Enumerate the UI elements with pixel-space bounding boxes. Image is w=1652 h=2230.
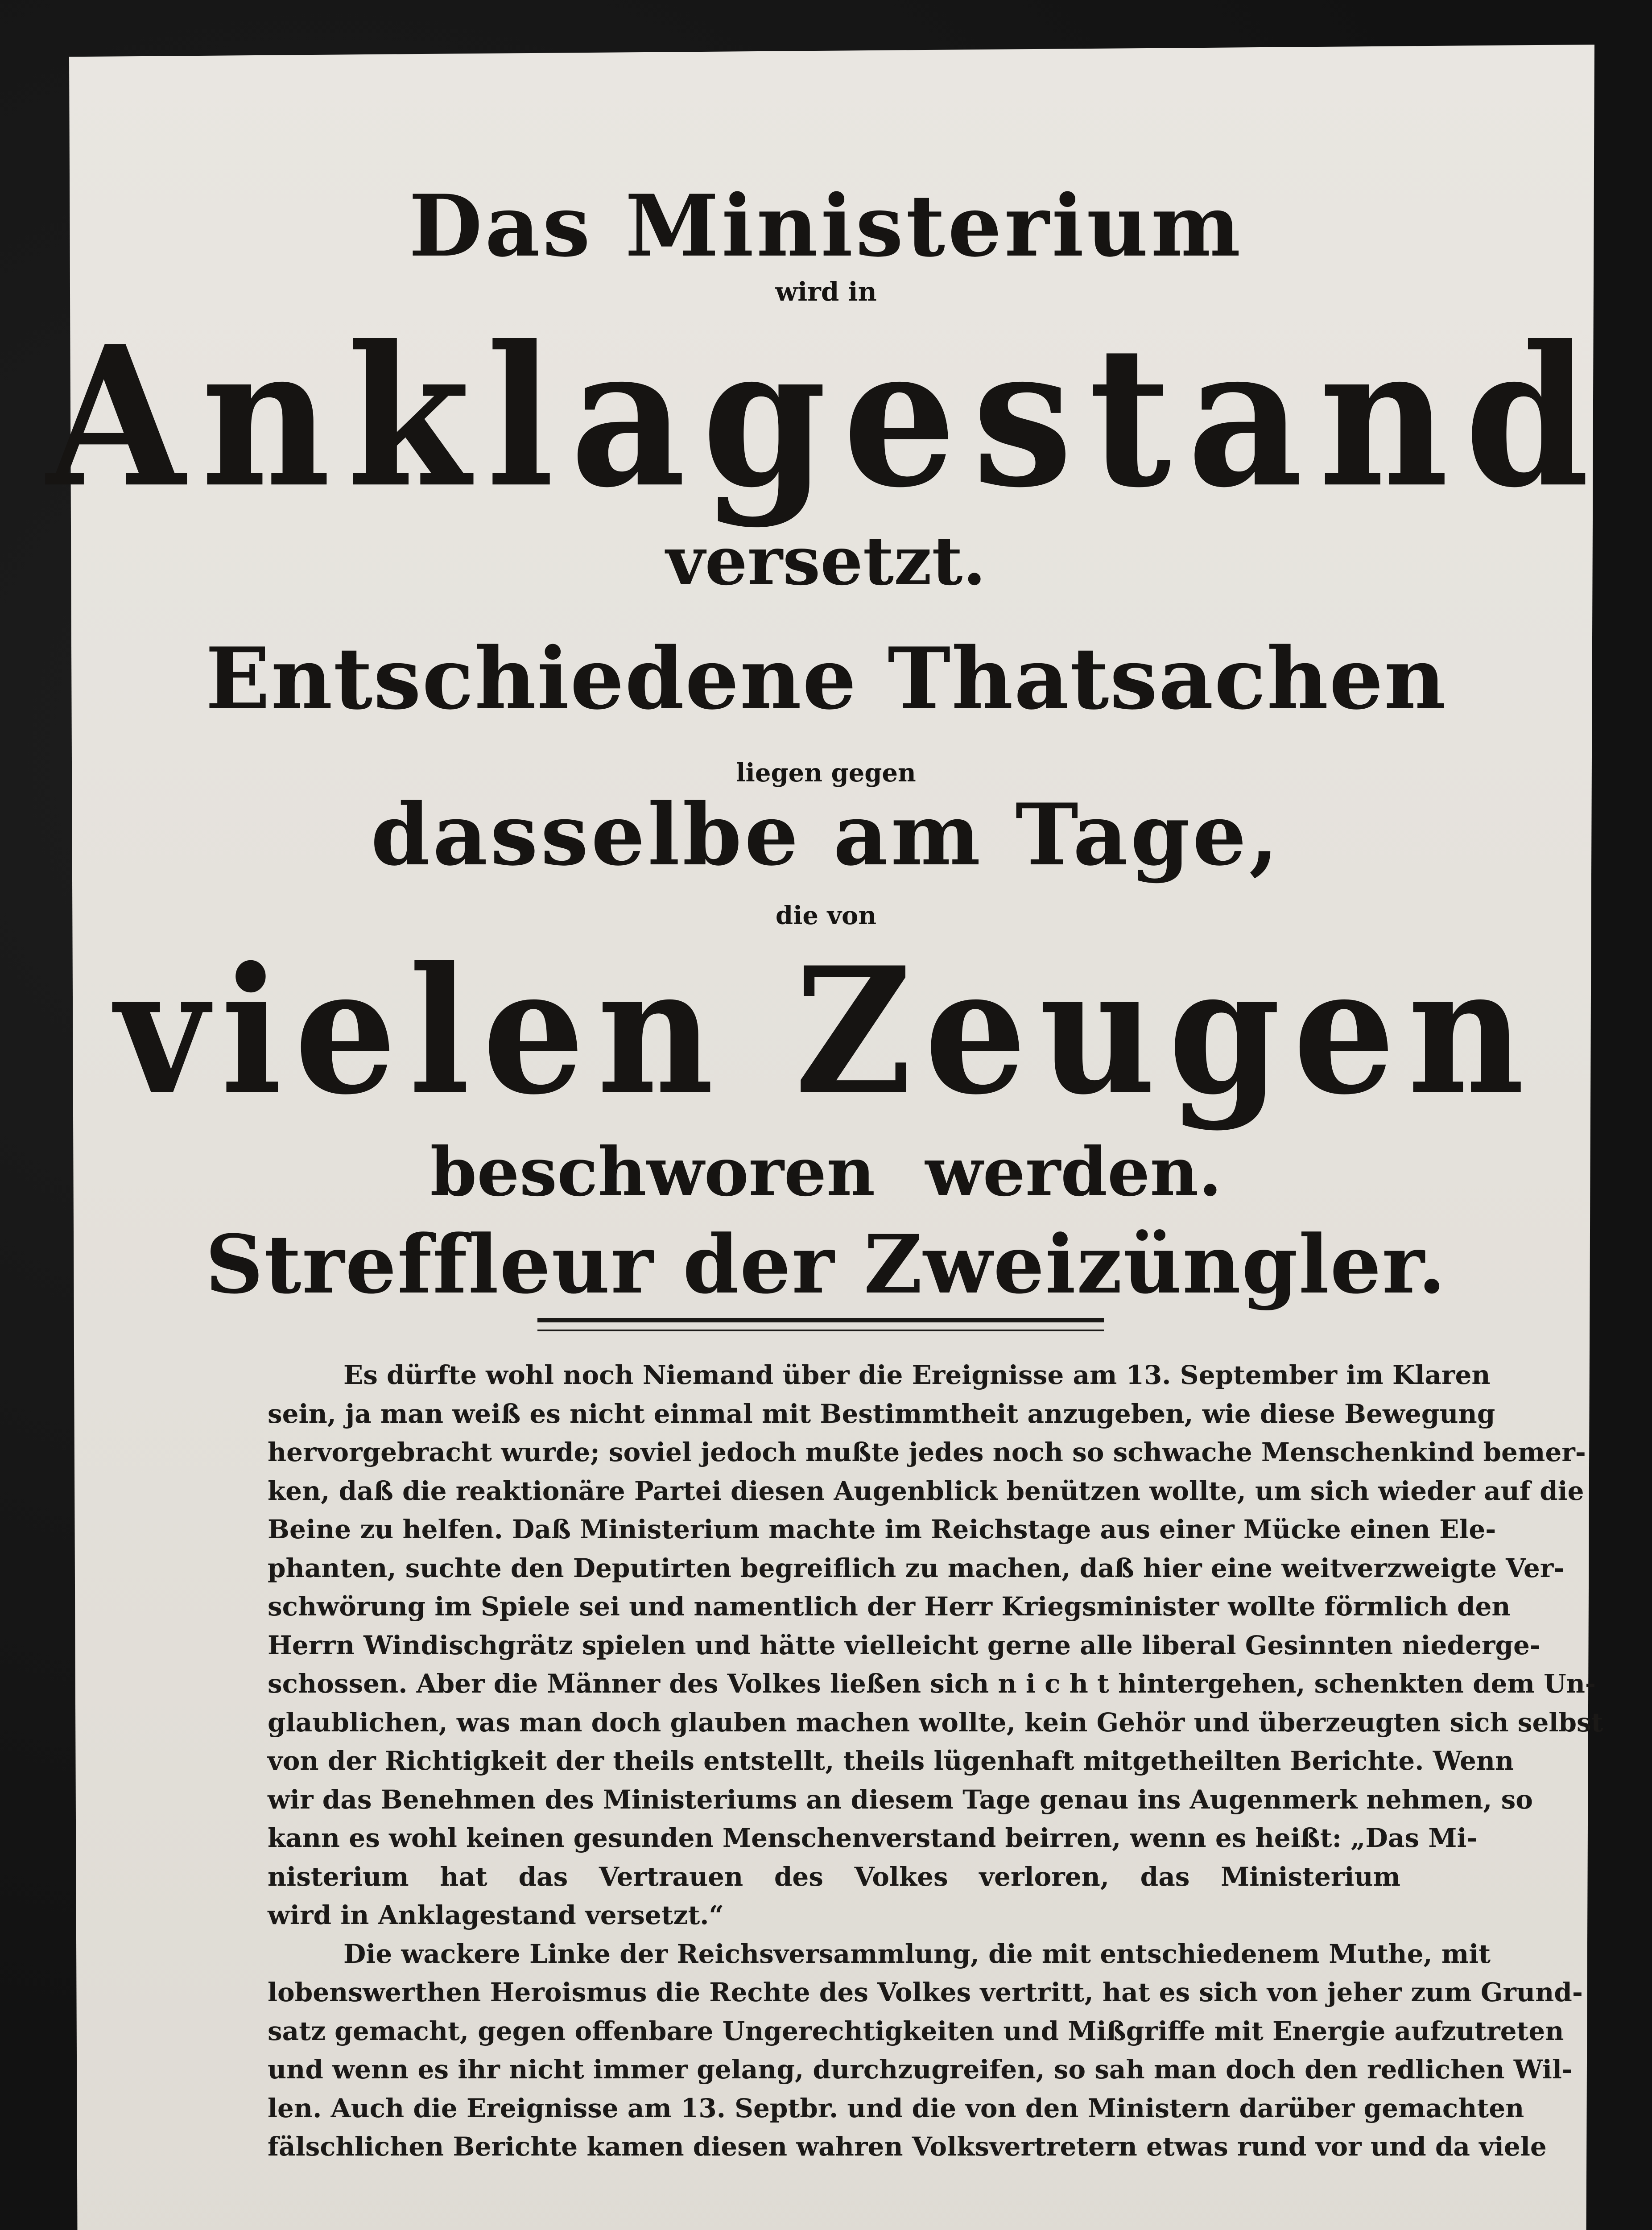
headline-anklagestand: Anklagestand — [46, 304, 1606, 530]
headline-liegen-gegen: liegen gegen — [736, 758, 916, 788]
headline-die-von: die von — [775, 901, 877, 930]
body-line: Herrn Windischgrätz spielen und hätte vielleicht gerne alle liberal Gesinnten niederge- — [268, 1630, 1540, 1660]
body-line: Beine zu helfen. Daß Ministerium machte im Reichstage aus einer Mücke einen Ele- — [268, 1514, 1496, 1544]
headline-versetzt: versetzt. — [666, 522, 986, 600]
body-line: sein, ja man weiß es nicht einmal mit Bestimmtheit anzugeben, wie diese Bewegung — [268, 1398, 1495, 1429]
body-line: Die wackere Linke der Reichsversammlung, die mit entschiedenem Muthe, mit — [343, 1938, 1491, 1969]
body-line: schossen. Aber die Männer des Volkes ließen sich n i c h t hintergehen, schenkten dem Un- — [268, 1668, 1596, 1699]
headline-beschworen-werden: beschworen werden. — [430, 1133, 1222, 1211]
headline-wird-in: wird in — [775, 277, 877, 307]
body-line: nisterium hat das Vertrauen des Volkes verloren, das Ministerium — [268, 1861, 1400, 1892]
body-line: kann es wohl keinen gesunden Menschenverstand beirren, wenn es heißt: „Das Mi- — [268, 1823, 1478, 1853]
body-text — [268, 1356, 1603, 2166]
body-line: lobenswerthen Heroismus die Rechte des Volkes vertritt, hat es sich von jeher zum Grund- — [268, 1977, 1583, 2007]
headline-entschiedene-thatsachen: Entschiedene Thatsachen — [205, 629, 1447, 728]
body-line: phanten, suchte den Deputirten begreiflich zu machen, daß hier eine weitverzweigte Ver- — [268, 1553, 1565, 1583]
headline-dasselbe-am-tage: dasselbe am Tage, — [371, 785, 1281, 884]
headline-streffleur: Streffleur der Zweizüngler. — [205, 1218, 1447, 1312]
body-line: satz gemacht, gegen offenbare Ungerechtigkeiten und Mißgriffe mit Energie aufzutreten — [268, 2015, 1564, 2046]
body-line: ken, daß die reaktionäre Partei diesen Augenblick benützen wollte, um sich wieder auf die — [268, 1475, 1584, 1506]
body-line: wir das Benehmen des Ministeriums an diesem Tage genau ins Augenmerk nehmen, so — [268, 1784, 1533, 1815]
double-rule-divider — [537, 1318, 1104, 1331]
body-line: glaublichen, was man doch glauben machen wollte, kein Gehör und überzeugten sich selbst — [268, 1707, 1603, 1738]
body-line: schwörung im Spiele sei und namentlich der Herr Kriegsminister wollte förmlich den — [268, 1591, 1511, 1622]
headline-vielen-zeugen: vielen Zeugen — [115, 929, 1537, 1133]
headline-das-ministerium: Das Ministerium — [409, 176, 1243, 276]
body-line: fälschlichen Berichte kamen diesen wahren Volksvertretern etwas rund vor und da viele — [268, 2131, 1547, 2162]
body-line: Es dürfte wohl noch Niemand über die Ereignisse am 13. September im Klaren — [343, 1360, 1491, 1390]
body-line: wird in Anklagestand versetzt.“ — [268, 1900, 724, 1930]
body-line: von der Richtigkeit der theils entstellt, theils lügenhaft mitgetheilten Berichte. Wenn — [268, 1746, 1514, 1776]
body-line: hervorgebracht wurde; soviel jedoch mußte jedes noch so schwache Menschenkind bemer- — [268, 1437, 1586, 1467]
body-line: und wenn es ihr nicht immer gelang, durchzugreifen, so sah man doch den redlichen Wil- — [268, 2054, 1573, 2085]
body-line: len. Auch die Ereignisse am 13. Septbr. und die von den Ministern darüber gemachten — [268, 2093, 1524, 2123]
